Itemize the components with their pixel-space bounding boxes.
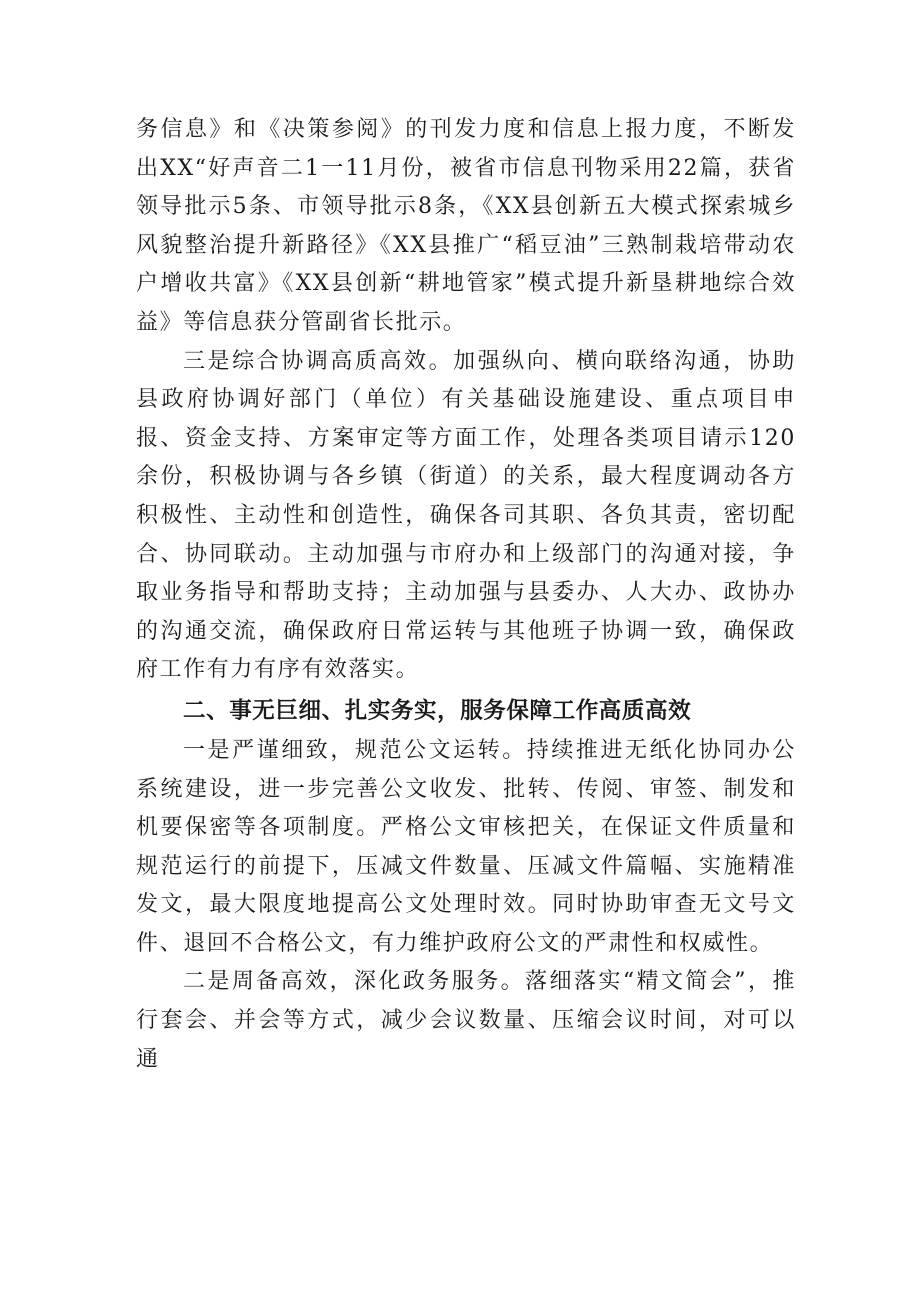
paragraph-coordination: 三是综合协调高质高效。加强纵向、横向联络沟通，协助县政府协调好部门（单位）有关基础设施建设、重点项目申报、资金支持、方案审定等方面工作，处理各类项目请示120余份，积极协调与各乡镇（街道）的关系，最大程度调动各方积极性、主动性和创造性，确保各司其职、各负其责，密切配合、协同联动。主动加强与市府办和上级部门的沟通对接，争取业务指导和帮助支持；主动加强与县委办、人大办、政协办的沟通交流，确保政府日常运转与其他班子协调一致，确保政府工作有力有序有效落实。	[136, 348, 796, 683]
paragraph-continued: 务信息》和《决策参阅》的刊发力度和信息上报力度，不断发出XX“好声音二1一11月份，被省市信息刊物采用22篇，获省领导批示5条、市领导批示8条，《XX县创新五大模式探索城乡风貌整治提升新路径》《XX县推广“稻豆油”三熟制栽培带动农户增收共富》《XX县创新“耕地管家”模式提升新垦耕地综合效益》等信息获分管副省长批示。	[136, 117, 796, 335]
section-heading: 二、事无巨细、扎实务实，服务保障工作高质高效	[183, 697, 692, 724]
paragraph-government-service: 二是周备高效，深化政务服务。落细落实“精文简会”，推行套会、并会等方式，减少会议数量、压缩会议时间，对可以通	[136, 969, 796, 1072]
document-body	[136, 111, 796, 1079]
paragraph-document-flow: 一是严谨细致，规范公文运转。持续推进无纸化协同办公系统建设，进一步完善公文收发、批转、传阅、审签、制发和机要保密等各项制度。严格公文审核把关，在保证文件质量和规范运行的前提下，压减文件数量、压减文件篇幅、实施精准发文，最大限度地提高公文处理时效。同时协助审查无文号文件、退回不合格公文，有力维护政府公文的严肃性和权威性。	[136, 737, 796, 956]
